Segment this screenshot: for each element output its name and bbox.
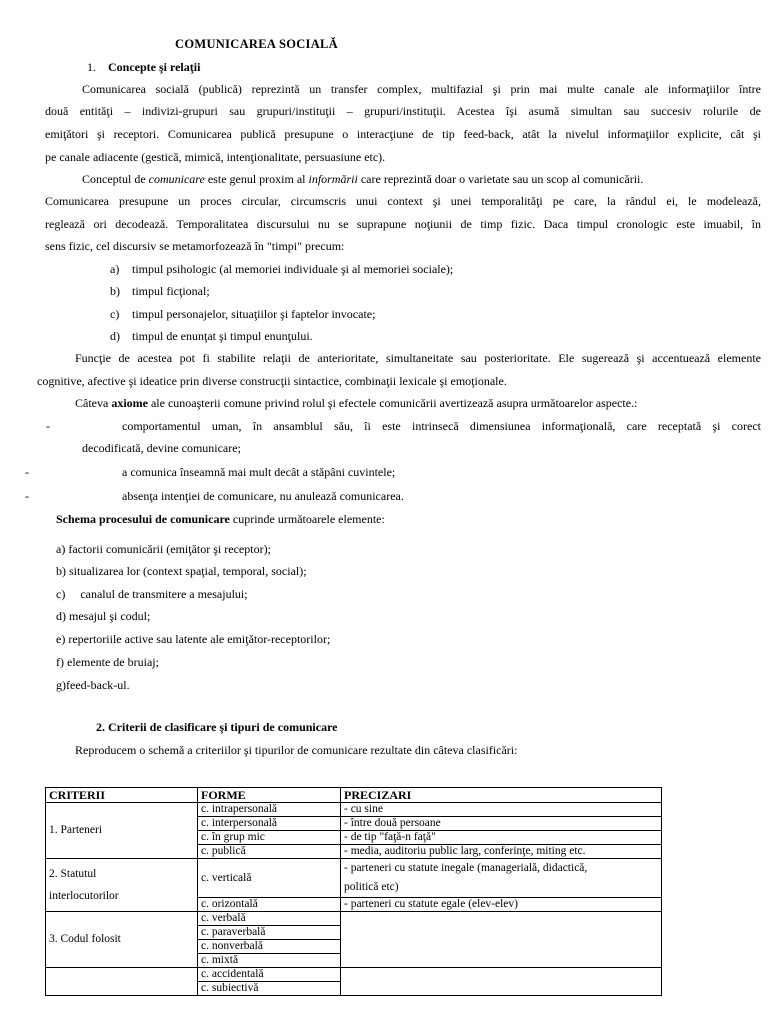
list-marker: b) xyxy=(110,284,120,298)
criteria-table xyxy=(45,787,662,996)
note-cell: - cu sine xyxy=(341,803,662,817)
paragraph-line: Funcţie de acestea pot fi stabilite relaţii de anterioritate, simultaneitate sau posterioritate. Ele sugerează şi accentuează elemente xyxy=(75,351,761,365)
text-run: care reprezintă doar o varietate sau un scop al comunicării. xyxy=(357,172,644,186)
form-cell: c. publică xyxy=(198,845,341,859)
paragraph-line: emiţători şi receptori. Comunicarea publică presupune o interacţiune de tip feed-back, atât la nivelul informaţiilor explicite, cât şi xyxy=(45,127,761,141)
paragraph-line: pe canale adiacente (gestică, mimică, intenţionalitate, persuasiune etc). xyxy=(45,150,386,164)
form-cell: c. intrapersonală xyxy=(198,803,341,817)
page-title: COMUNICAREA SOCIALĂ xyxy=(175,37,339,51)
table-row xyxy=(46,803,662,817)
schema-item: a) factorii comunicării (emiţător şi receptor); xyxy=(56,542,271,556)
table-row xyxy=(46,968,662,982)
term-axiome: axiome xyxy=(111,396,148,410)
form-cell: c. interpersonală xyxy=(198,817,341,831)
note-cell xyxy=(341,912,662,968)
form-cell: c. verbală xyxy=(198,912,341,926)
criterion-cell xyxy=(46,859,198,912)
schema-item: f) elemente de bruiaj; xyxy=(56,655,159,669)
form-cell: c. nonverbală xyxy=(198,940,341,954)
paragraph-line xyxy=(75,396,637,411)
schema-heading: Schema procesului de comunicare xyxy=(56,512,230,526)
schema-item: g)feed-back-ul. xyxy=(56,678,130,692)
note-cell xyxy=(341,968,662,996)
section-2-intro: Reproducem o schemă a criteriilor şi tipurilor de comunicare rezultate din câteva clasificări: xyxy=(75,743,518,757)
paragraph-line: sens fizic, cel discursiv se metamorfozează în "timpi" precum: xyxy=(45,239,345,253)
axiom-item: absenţa intenţiei de comunicare, nu anulează comunicarea. xyxy=(122,489,404,503)
dash-bullet: - xyxy=(25,489,29,503)
list-item: timpul de enunţat şi timpul enunţului. xyxy=(132,329,313,343)
term-informarii: informării xyxy=(308,172,358,186)
list-item: timpul personajelor, situaţiilor şi faptelor invocate; xyxy=(132,307,376,321)
section-2-heading: 2. Criterii de clasificare şi tipuri de comunicare xyxy=(96,720,338,734)
term-comunicare: comunicare xyxy=(148,172,205,186)
form-cell: c. subiectivă xyxy=(198,982,341,996)
form-cell: c. verticală xyxy=(198,859,341,898)
note-cell: - media, auditoriu public larg, conferinţe, miting etc. xyxy=(341,845,662,859)
section-1-number: 1. xyxy=(87,60,96,74)
list-marker: c) xyxy=(110,307,120,321)
table-header-row xyxy=(46,788,662,803)
axiom-item: decodificată, devine comunicare; xyxy=(82,441,241,455)
column-header-forme: FORME xyxy=(198,788,341,803)
text-run: cuprinde următoarele elemente: xyxy=(229,512,385,526)
column-header-criterii: CRITERII xyxy=(46,788,198,803)
list-item: timpul ficţional; xyxy=(132,284,210,298)
schema-item: e) repertoriile active sau latente ale emiţător-receptorilor; xyxy=(56,632,331,646)
text-run: ale cunoaşterii comune privind rolul şi efectele comunicării avertizează asupra următoarelor aspecte.: xyxy=(147,396,638,410)
form-cell: c. mixtă xyxy=(198,954,341,968)
paragraph-line: Comunicarea presupune un proces circular, circumscris unui context şi unei temporalităţi pe care, la rândul ei, le modelează, xyxy=(45,194,761,208)
note-line: politică etc) xyxy=(344,881,399,893)
note-cell: - parteneri cu statute egale (elev-elev) xyxy=(341,898,662,912)
column-header-precizari: PRECIZARI xyxy=(341,788,662,803)
text-run: este genul proxim al xyxy=(204,172,309,186)
list-marker: d) xyxy=(110,329,120,343)
form-cell: c. orizontală xyxy=(198,898,341,912)
schema-item: b) situalizarea lor (context spaţial, temporal, social); xyxy=(56,564,307,578)
criterion-cell: 3. Codul folosit xyxy=(46,912,198,968)
list-item: timpul psihologic (al memoriei individuale şi al memoriei sociale); xyxy=(132,262,454,276)
list-marker: a) xyxy=(110,262,120,276)
table-row xyxy=(46,859,662,898)
form-cell: c. paraverbală xyxy=(198,926,341,940)
form-cell: c. accidentală xyxy=(198,968,341,982)
text-run: Conceptul de xyxy=(82,172,149,186)
table-row xyxy=(46,912,662,926)
note-cell xyxy=(341,859,662,898)
axiom-item: comportamentul uman, în ansamblul său, îi este intrinsecă dimensiunea informaţională, care receptată şi corect xyxy=(122,419,761,433)
schema-item: c) canalul de transmitere a mesajului; xyxy=(56,587,248,601)
axiom-item: a comunica înseamnă mai mult decât a stăpâni cuvintele; xyxy=(122,465,396,479)
note-line: - parteneri cu statute inegale (managerială, didactică, xyxy=(344,862,588,874)
paragraph-line: Comunicarea socială (publică) reprezintă un transfer complex, multifazial şi prin mai multe canale ale informaţiilor între xyxy=(82,82,761,96)
section-1-heading: Concepte şi relaţii xyxy=(108,60,201,74)
dash-bullet: - xyxy=(25,465,29,479)
criterion-line: 2. Statutul xyxy=(49,868,97,880)
criterion-line: interlocutorilor xyxy=(49,890,119,902)
criterion-cell xyxy=(46,968,198,996)
text-run: Câteva xyxy=(75,396,112,410)
schema-intro xyxy=(56,512,385,527)
paragraph-line: cognitive, afective şi ideatice prin diverse construcţii sintactice, combinaţii lexicale şi emoţionale. xyxy=(37,374,507,388)
note-cell: - între două persoane xyxy=(341,817,662,831)
paragraph-line xyxy=(82,172,761,187)
paragraph-line: reglează ori decodează. Temporalitatea discursului nu se suprapune noţiunii de timp fizic. Daca timpul cronologic este imuabil, în xyxy=(45,217,761,231)
criterion-cell: 1. Parteneri xyxy=(46,803,198,859)
dash-bullet: - xyxy=(46,419,50,433)
paragraph-line: două entităţi – indivizi-grupuri sau grupuri/instituţii – grupuri/instituţii. Acestea îşi asumă simultan sau succesiv rolurile de xyxy=(45,104,761,118)
form-cell: c. în grup mic xyxy=(198,831,341,845)
note-cell: - de tip "faţă-n faţă" xyxy=(341,831,662,845)
schema-item: d) mesajul şi codul; xyxy=(56,609,151,623)
